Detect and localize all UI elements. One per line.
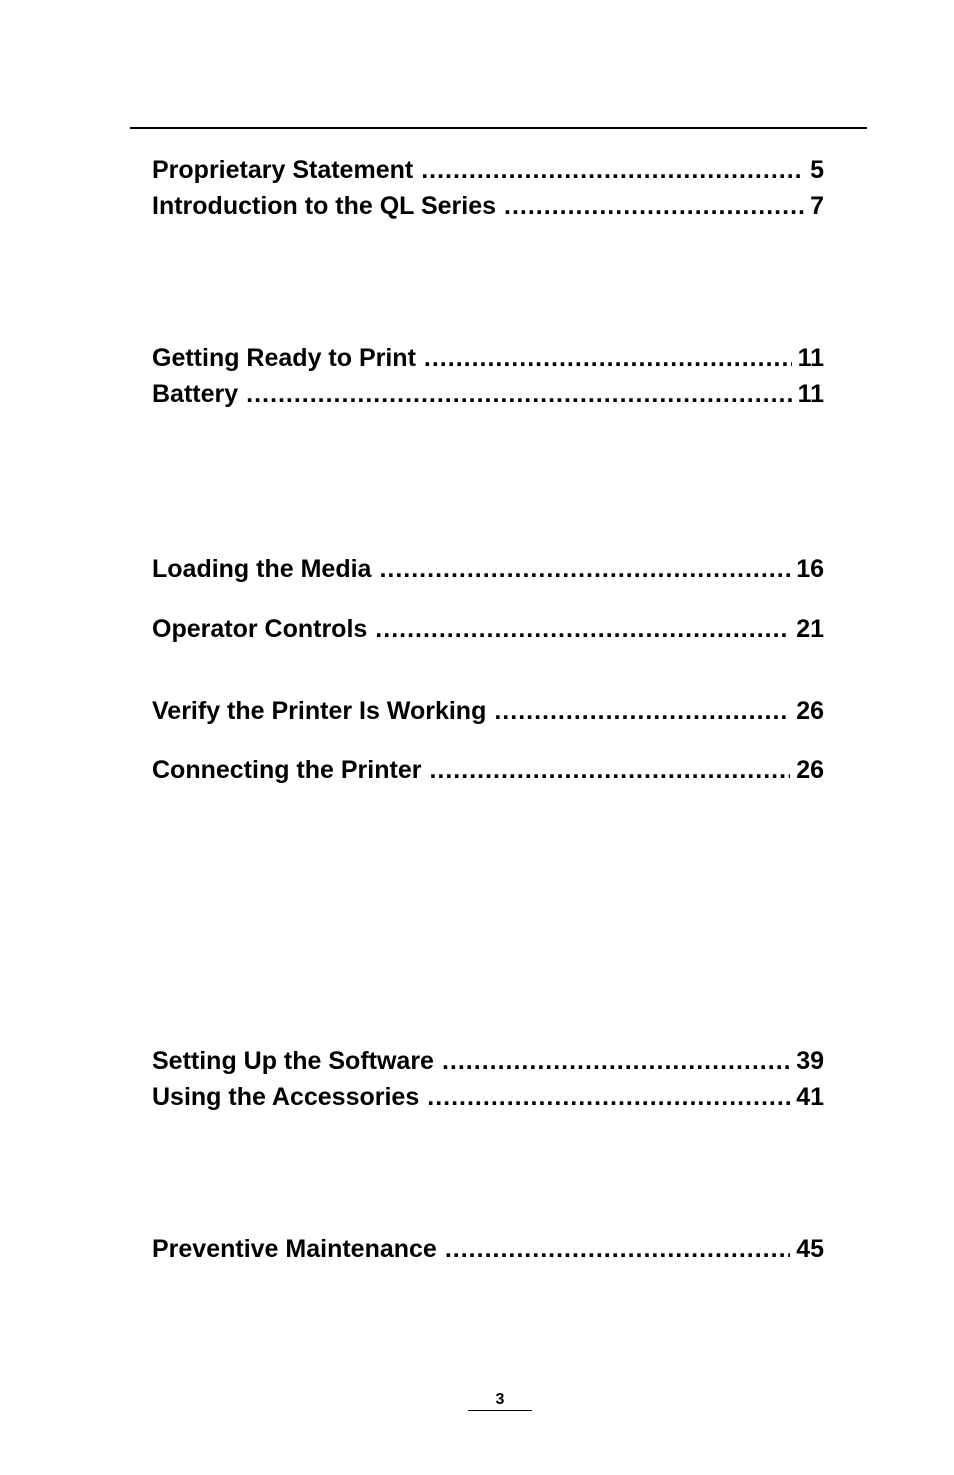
- toc-entry-title: Introduction to the QL Series: [152, 192, 497, 220]
- toc-entry-battery[interactable]: [152, 379, 824, 409]
- toc-entry-operator-controls[interactable]: [152, 614, 824, 644]
- toc-entry-setting-up-software[interactable]: [152, 1046, 824, 1076]
- toc-dot-leader: [504, 191, 804, 221]
- toc-entry-title: Getting Ready to Print: [152, 344, 416, 372]
- toc-dot-leader: [379, 554, 790, 584]
- page-number: 3: [495, 1391, 505, 1408]
- header-rule: [130, 127, 867, 129]
- toc-dot-leader: [375, 614, 790, 644]
- toc-entry-page: 45: [796, 1235, 824, 1263]
- toc-entry-page: 21: [796, 615, 824, 643]
- toc-entry-getting-ready[interactable]: [152, 343, 824, 373]
- toc-entry-connecting-printer[interactable]: [152, 755, 824, 785]
- toc-dot-leader: [429, 755, 790, 785]
- toc-entry-preventive-maintenance[interactable]: [152, 1234, 824, 1264]
- page-number-rule: [468, 1410, 532, 1411]
- toc-entry-using-accessories[interactable]: [152, 1082, 824, 1112]
- toc-dot-leader: [442, 1046, 790, 1076]
- toc-entry-title: Connecting the Printer: [152, 756, 422, 784]
- toc-entry-title: Using the Accessories: [152, 1083, 420, 1111]
- toc-entry-title: Preventive Maintenance: [152, 1235, 437, 1263]
- toc-entry-page: 11: [797, 380, 824, 408]
- toc-entry-page: 26: [796, 697, 824, 725]
- toc-entry-title: Operator Controls: [152, 615, 368, 643]
- toc-entry-loading-media[interactable]: [152, 554, 824, 584]
- toc-entry-page: 7: [810, 192, 824, 220]
- toc-entry-page: 11: [797, 344, 824, 372]
- toc-entry-page: 16: [796, 555, 824, 583]
- toc-entry-page: 26: [796, 756, 824, 784]
- toc-entry-introduction[interactable]: [152, 191, 824, 221]
- toc-entry-page: 5: [810, 156, 824, 184]
- toc-entry-page: 39: [796, 1047, 824, 1075]
- toc-dot-leader: [421, 155, 804, 185]
- toc-entry-page: 41: [796, 1083, 824, 1111]
- toc-entry-title: Proprietary Statement: [152, 156, 414, 184]
- toc-dot-leader: [424, 343, 792, 373]
- toc-dot-leader: [246, 379, 791, 409]
- toc-entry-title: Verify the Printer Is Working: [152, 697, 487, 725]
- toc-entry-title: Loading the Media: [152, 555, 372, 583]
- toc-entry-title: Setting Up the Software: [152, 1047, 434, 1075]
- toc-entry-title: Battery: [152, 380, 239, 408]
- toc-dot-leader: [494, 696, 790, 726]
- toc-dot-leader: [445, 1234, 790, 1264]
- toc-dot-leader: [427, 1082, 790, 1112]
- toc-entry-proprietary-statement[interactable]: [152, 155, 824, 185]
- toc-entry-verify-printer[interactable]: [152, 696, 824, 726]
